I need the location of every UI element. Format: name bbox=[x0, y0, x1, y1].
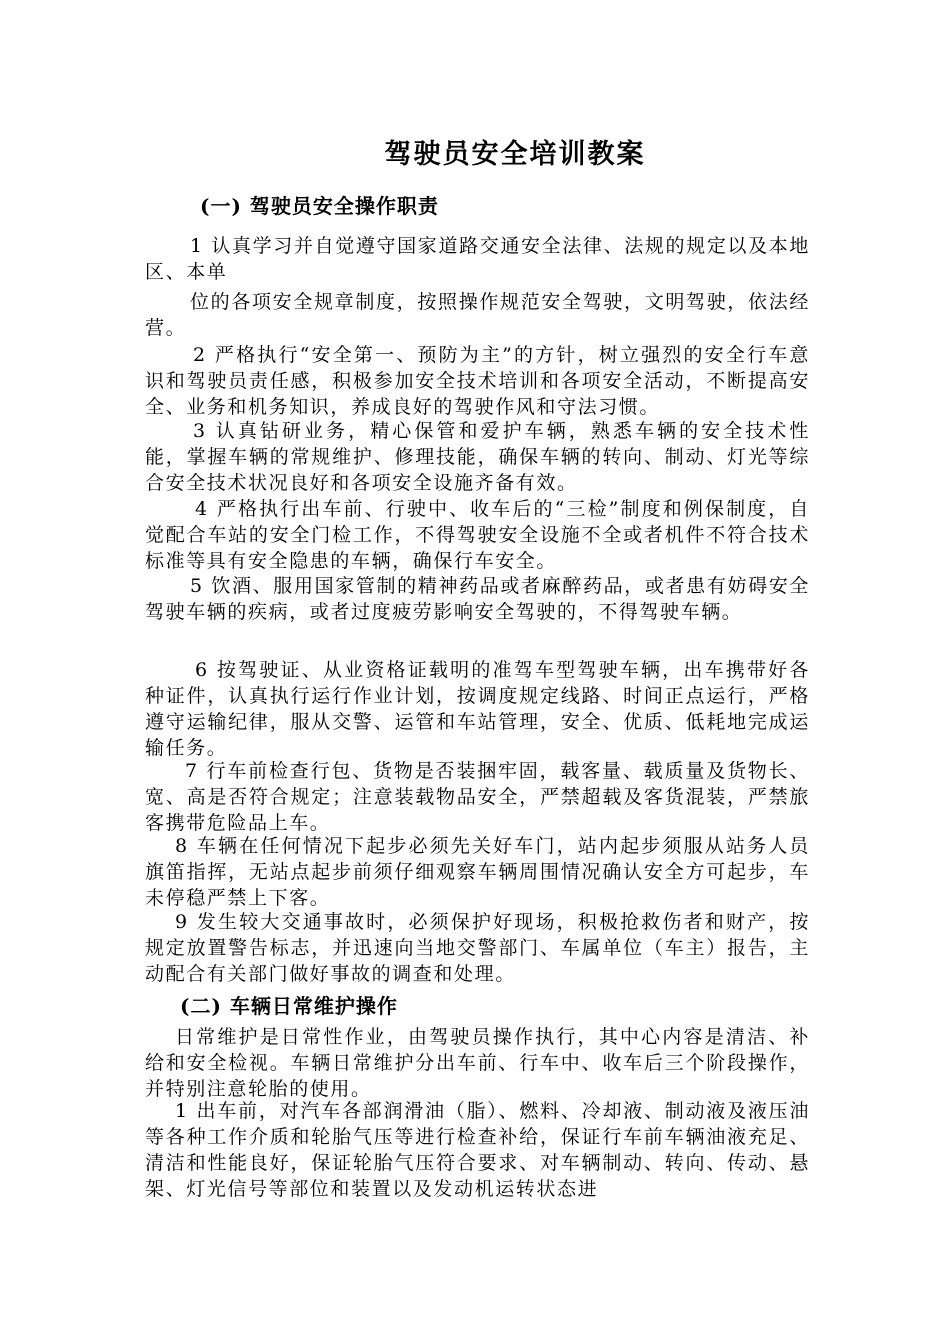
paragraph-4: 4 严格执行出车前、行驶中、收车后的“三检”制度和例保制度，自觉配合车站的安全门检工作，不得驾驶安全设施不全或者机件不符合技术标准等具有安全隐患的车辆，确保行车安全。 bbox=[145, 498, 810, 572]
paragraph-8: 8 车辆在任何情况下起步必须先关好车门，站内起步须服从站务人员旗笛指挥，无站点起步前须仔细观察车辆周围情况确认安全方可起步，车未停稳严禁上下客。 bbox=[145, 835, 810, 909]
paragraph-5: 5 饮酒、服用国家管制的精神药品或者麻醉药品，或者患有妨碍安全驾驶车辆的疾病，或者过度疲劳影响安全驾驶的，不得驾驶车辆。 bbox=[145, 575, 810, 623]
paragraph-11: 1 出车前，对汽车各部润滑油（脂）、燃料、冷却液、制动液及液压油等各种工作介质和轮胎气压等进行检查补给，保证行车前车辆油液充足、清洁和性能良好，保证轮胎气压符合要求、对车辆制动、转向、传动、悬架、灯光信号等部位和装置以及发动机运转状态进 bbox=[145, 1100, 810, 1200]
paragraph-1b: 位的各项安全规章制度，按照操作规范安全驾驶，文明驾驶，依法经营。 bbox=[145, 291, 810, 339]
paragraph-2: 2 严格执行“安全第一、预防为主”的方针，树立强烈的安全行车意识和驾驶员责任感，积极参加安全技术培训和各项安全活动，不断提高安全、业务和机务知识，养成良好的驾驶作风和守法习惯。 bbox=[145, 344, 810, 418]
paragraph-6: 6 按驾驶证、从业资格证载明的准驾车型驾驶车辆，出车携带好各种证件，认真执行运行作业计划，按调度规定线路、时间正点运行，严格遵守运输纪律，服从交警、运管和车站管理，安全、优质、低耗地完成运输任务。 bbox=[145, 659, 810, 759]
paragraph-7: 7 行车前检查行包、货物是否装捆牢固，载客量、载质量及货物长、宽、高是否符合规定；注意装载物品安全，严禁超载及客货混装，严禁旅客携带危险品上车。 bbox=[145, 760, 810, 834]
document-title: 驾驶员安全培训教案 bbox=[384, 139, 646, 170]
paragraph-3: 3 认真钻研业务，精心保管和爱护车辆，熟悉车辆的安全技术性能，掌握车辆的常规维护、修理技能，确保车辆的转向、制动、灯光等综合安全技术状况良好和各项安全设施齐备有效。 bbox=[145, 420, 810, 494]
paragraph-10: 日常维护是日常性作业，由驾驶员操作执行，其中心内容是清洁、补给和安全检视。车辆日常维护分出车前、行车中、收车后三个阶段操作，并特别注意轮胎的使用。 bbox=[145, 1026, 810, 1100]
paragraph-9: 9 发生较大交通事故时，必须保护好现场，积极抢救伤者和财产，按规定放置警告标志，并迅速向当地交警部门、车属单位（车主）报告，主动配合有关部门做好事故的调查和处理。 bbox=[145, 911, 810, 985]
paragraph-1a: 1 认真学习并自觉遵守国家道路交通安全法律、法规的规定以及本地区、本单 bbox=[145, 235, 810, 283]
section-heading-2: (二) 车辆日常维护操作 bbox=[180, 994, 398, 1018]
section-heading-1: (一) 驾驶员安全操作职责 bbox=[200, 194, 439, 218]
